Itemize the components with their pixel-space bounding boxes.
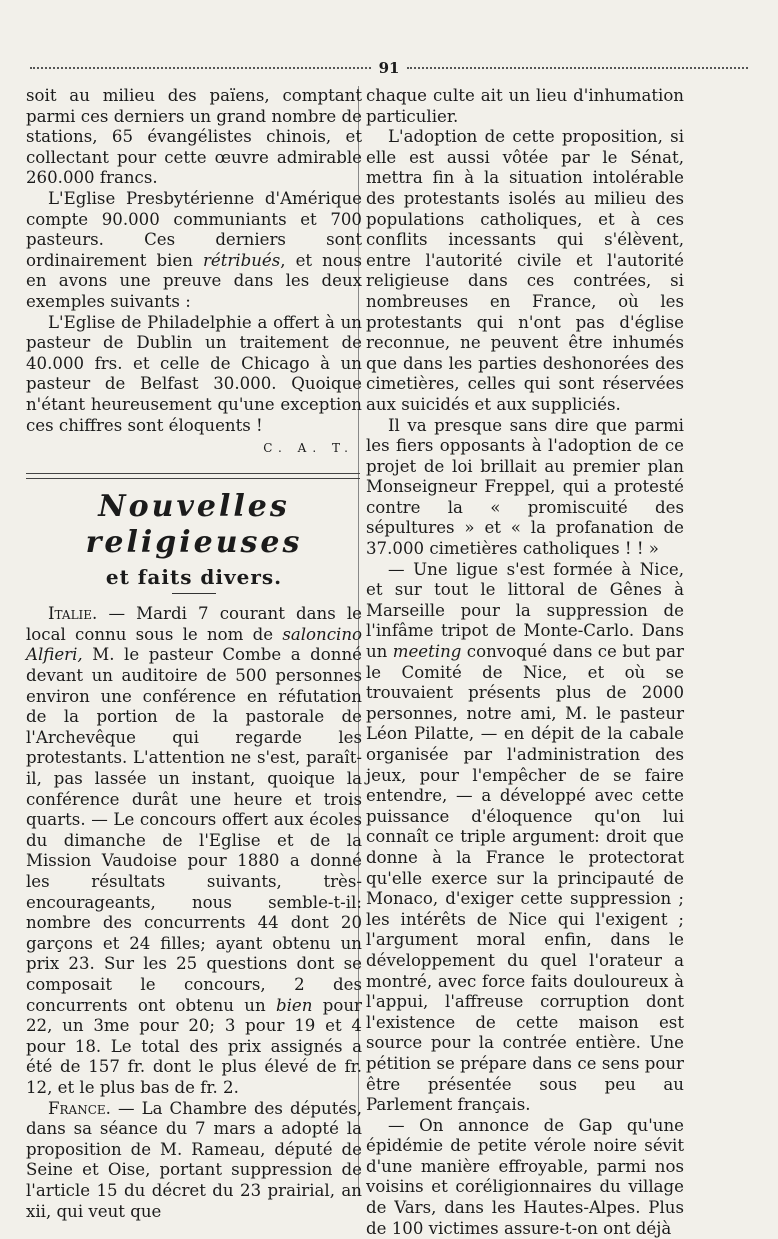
paragraph bbox=[366, 560, 684, 1116]
section-title: Nouvelles religieuses bbox=[85, 488, 303, 560]
emphasis: meeting bbox=[392, 642, 462, 662]
emphasis: rétribués bbox=[202, 250, 281, 270]
header-ornament-right bbox=[407, 67, 748, 69]
text-run: — La Chambre des députés, dans sa séance du 7 mars a adopté la proposition de M. Rameau, député de Seine et Oise, portant suppression de l'article 15 du décret du 23 prairial, an xii, qui veut que bbox=[26, 1098, 362, 1221]
right-column bbox=[366, 86, 684, 1239]
text-run: — Une ligue s'est formée à Nice, et sur tout le littoral de Gênes à Marseille pour la suppression de l'infâme tripot de Monte-Carlo. Dans un bbox=[366, 559, 684, 662]
emphasis: bien bbox=[276, 995, 313, 1015]
text-run: , et nous en avons une preuve dans les deux exemples suivants : bbox=[26, 250, 362, 311]
section-subtitle: et faits divers. bbox=[105, 564, 283, 589]
paragraph: Il va presque sans dire que parmi les fiers opposants à l'adoption de ce projet de loi brillait au premier plan Monseigneur Freppel, qui a protesté contre la « promiscuité des sépultures » et « la profanation de 37.000 cimetières catholiques ! ! » bbox=[366, 415, 684, 559]
emphasis: saloncino Alfieri, bbox=[26, 624, 362, 665]
paragraph bbox=[26, 189, 362, 313]
text-run: convoqué dans ce but par le Comité de Nice, et où se trouvaient présents plus de 2000 personnes, notre ami, M. le pasteur Léon Pilatte, — en dépit de la cabale organisée par l'administration des jeux, pour l'empêcher de se faire entendre, — a développé avec cette puissance d'éloquence qu'on lui connaît ce triple argument: droit que donne à la France le protectorat qu'elle exerce sur la principauté de Monaco, d'exiger cette suppression ; les intérêts de Nice qui l'exigent ; l'argument moral enfin, dans le développement du quel l'orateur a montré, avec force faits douloureux à l'appui, l'affreuse corruption dont l'existence de cette maison est source pour la contrée entière. Une pétition se prépare dans ce sens pour être présentée sous peu au Parlement français. bbox=[366, 642, 684, 1115]
paragraph-france bbox=[26, 1099, 362, 1223]
left-column bbox=[26, 86, 362, 1222]
paragraph: chaque culte ait un lieu d'inhumation particulier. bbox=[366, 86, 684, 126]
section-divider bbox=[26, 473, 360, 479]
signature: C. A. T. bbox=[263, 441, 354, 456]
page-header bbox=[30, 58, 748, 78]
short-rule bbox=[172, 593, 216, 594]
paragraph: L'adoption de cette proposition, si elle est aussi vôtée par le Sénat, mettra fin à la situation intolérable des protestants isolés au milieu des populations catholiques, et à ces conflits incessants qui s'élèvent, entre l'autorité civile et l'autorité religieuse dans ces contrées, si nombreuses en France, où les protestants qui n'ont pas d'église reconnue, ne peuvent être inhumés que dans les parties deshonorées des cimetières, celles qui sont réservées aux suicidés et aux suppliciés. bbox=[366, 127, 684, 414]
paragraph: L'Eglise de Philadelphie a offert à un pasteur de Dublin un traitement de 40.000 frs. et celle de Chicago à un pasteur de Belfast 30.000. Quoique n'étant heureusement qu'une exception ces chiffres sont éloquents ! bbox=[26, 312, 362, 435]
text-run: pour 22, un 3me pour 20; 3 pour 19 et 4 pour 18. Le total des prix assignés a été de 157 fr. dont le plus élevé de fr. 12, et le plus bas de fr. 2. bbox=[26, 995, 362, 1097]
header-ornament-left bbox=[30, 67, 371, 69]
paragraph-italie bbox=[26, 604, 362, 1098]
page-number: 91 bbox=[378, 59, 400, 77]
paragraph: — On annonce de Gap qu'une épidémie de petite vérole noire sévit d'une manière effroyable, parmi nos voisins et coréligionnaires du village de Vars, dans les Hautes-Alpes. Plus de 100 victimes assure-t-on ont déjà bbox=[366, 1115, 684, 1238]
text-run: — Mardi 7 courant dans le local connu sous le nom de bbox=[26, 604, 362, 644]
country-label: Italie. bbox=[48, 604, 98, 624]
paragraph: soit au milieu des païens, comptant parmi ces derniers un grand nombre de stations, 65 évangélistes chinois, et collectant pour cette œuvre admirable 260.000 francs. bbox=[26, 86, 362, 188]
country-label: France. bbox=[48, 1098, 111, 1118]
text-run: L'Eglise Presbytérienne d'Amérique compte 90.000 communiants et 700 pasteurs. Ces derniers sont ordinairement bien bbox=[26, 188, 362, 270]
text-run: M. le pasteur Combe a donné devant un auditoire de 500 personnes environ une conférence en réfutation de la portion de la pastorale de l'Archevêque qui regarde les protestants. L'attention ne s'est, paraît-il, pas lassée un instant, quoique la conférence durât une heure et trois quarts. — Le concours offert aux écoles du dimanche de l'Eglise et de la Mission Vaudoise pour 1880 a donné les résultats suivants, très-encourageants, nous semble-t-il: nombre des concurrents 44 dont 20 garçons et 24 filles; ayant obtenu un prix 23. Sur les 25 questions dont se composait le concours, 2 des concurrents ont obtenu un bbox=[26, 645, 362, 1015]
